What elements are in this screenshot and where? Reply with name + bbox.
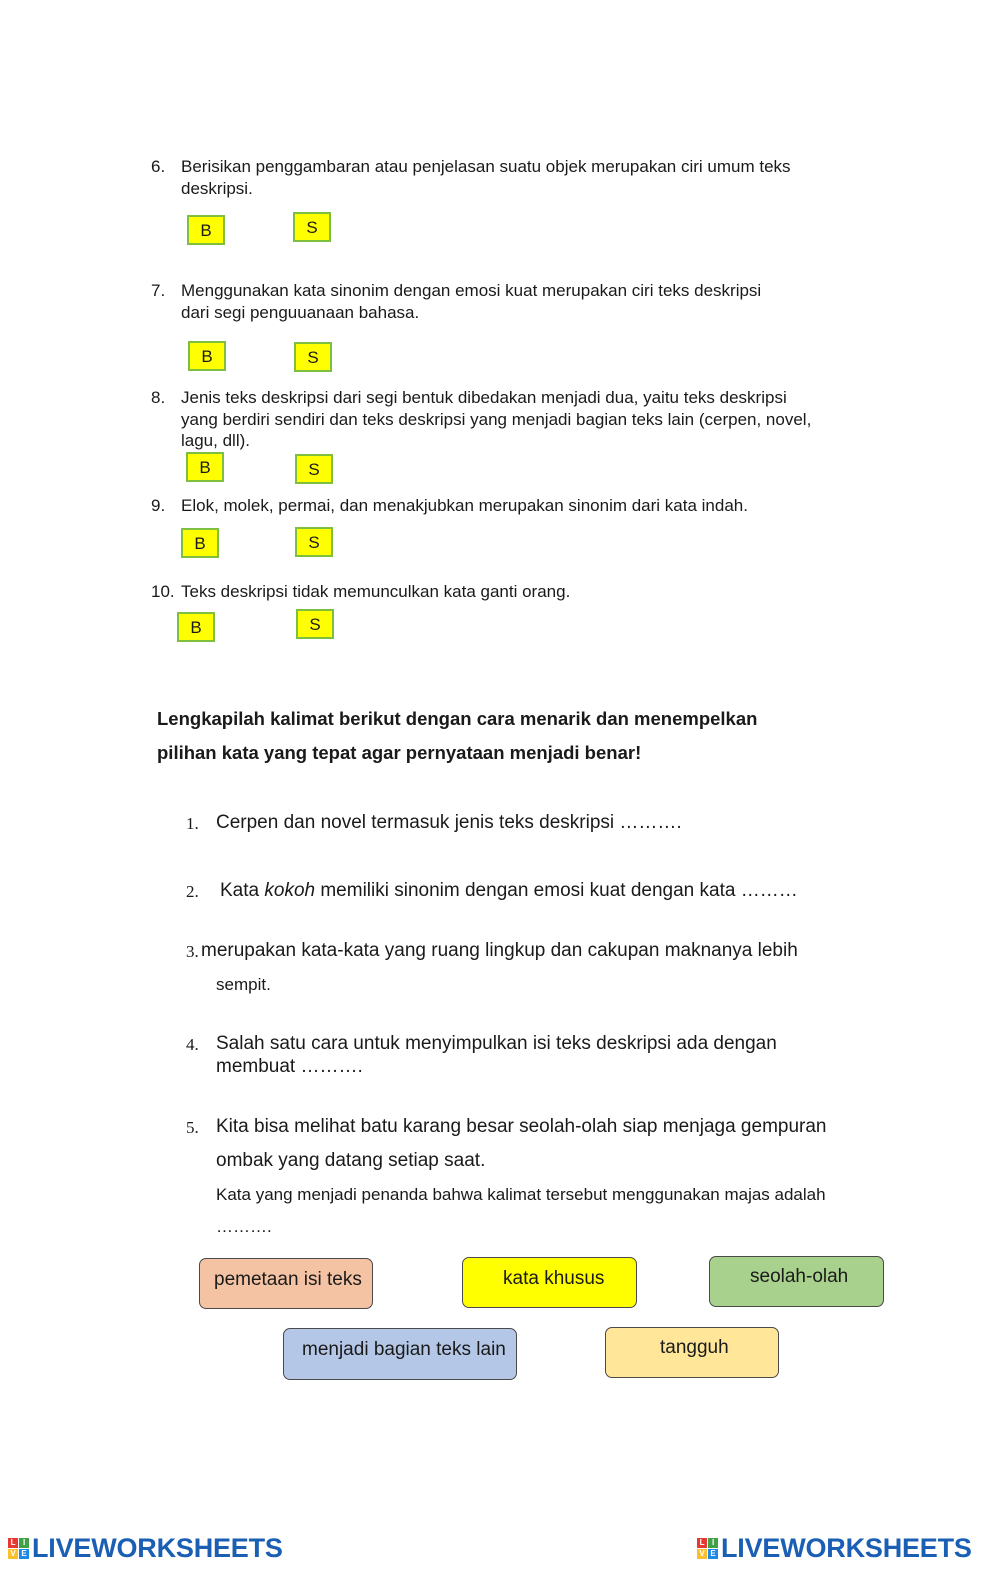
fill-item-3-number: 3. xyxy=(186,942,199,961)
question-9-line-1: Elok, molek, permai, dan menakjubkan merupakan sinonim dari kata indah. xyxy=(181,496,748,515)
logo-letter: V xyxy=(697,1549,707,1559)
question-6-number: 6. xyxy=(151,157,166,176)
fill-item-3-text: merupakan kata-kata yang ruang lingkup dan cakupan maknanya lebih xyxy=(201,940,798,961)
fill-item-4-number: 4. xyxy=(186,1035,199,1054)
liveworksheets-wordmark: LIVEWORKSHEETS xyxy=(721,1533,972,1563)
fill-item-4-text: Salah satu cara untuk menyimpulkan isi teks deskripsi ada dengan xyxy=(216,1033,777,1054)
question-9-text xyxy=(181,495,748,517)
fill-item-2-text xyxy=(220,879,798,902)
question-6-line-1: Berisikan penggambaran atau penjelasan suatu objek merupakan ciri umum teks xyxy=(181,157,791,176)
answer-chip-label: menjadi bagian teks lain xyxy=(302,1339,506,1360)
question-10-number: 10. xyxy=(151,582,175,601)
answer-chip-label: tangguh xyxy=(660,1337,729,1358)
liveworksheets-logo-right xyxy=(697,1533,972,1564)
answer-chip-label: kata khusus xyxy=(503,1268,605,1289)
liveworksheets-mark-icon xyxy=(8,1538,29,1559)
instruction-line-2: pilihan kata yang tepat agar pernyataan menjadi benar! xyxy=(157,742,642,763)
question-9-option-s[interactable]: S xyxy=(295,527,333,557)
question-10-line-1: Teks deskripsi tidak memunculkan kata ganti orang. xyxy=(181,582,571,601)
question-8-line-1: Jenis teks deskripsi dari segi bentuk dibedakan menjadi dua, yaitu teks deskripsi xyxy=(181,388,787,407)
question-8-text xyxy=(181,387,811,452)
liveworksheets-wordmark: LIVEWORKSHEETS xyxy=(32,1533,283,1563)
fill-item-3-text-2: sempit. xyxy=(216,975,271,994)
answer-chip-tangguh[interactable] xyxy=(605,1327,779,1378)
fill-item-4-text-2: membuat ………. xyxy=(216,1056,363,1077)
question-8-option-b[interactable]: B xyxy=(186,452,224,482)
fill-item-2-after: memiliki sinonim dengan emosi kuat dengan kata ……… xyxy=(315,880,798,901)
question-8-line-2: yang berdiri sendiri dan teks deskripsi yang menjadi bagian teks lain (cerpen, novel, xyxy=(181,409,812,429)
logo-letter: I xyxy=(708,1538,718,1548)
instruction-line-1: Lengkapilah kalimat berikut dengan cara menarik dan menempelkan xyxy=(157,708,758,729)
question-8-option-s[interactable]: S xyxy=(295,454,333,484)
logo-letter: L xyxy=(697,1538,707,1548)
question-8-number: 8. xyxy=(151,388,166,407)
answer-chip-pemetaan-isi-teks[interactable] xyxy=(199,1258,373,1309)
question-7-option-b[interactable]: B xyxy=(188,341,226,371)
question-6-option-b[interactable]: B xyxy=(187,215,225,245)
liveworksheets-mark-icon xyxy=(697,1538,718,1559)
fill-item-2-number: 2. xyxy=(186,882,199,901)
question-10-option-s[interactable]: S xyxy=(296,609,334,639)
answer-chip-label: seolah-olah xyxy=(750,1266,849,1287)
logo-letter: V xyxy=(8,1549,18,1559)
question-7-line-2: dari segi penguuanaan bahasa. xyxy=(181,302,420,322)
question-10-text xyxy=(181,581,570,603)
fill-item-2-before: Kata xyxy=(220,880,265,901)
fill-item-1-number: 1. xyxy=(186,814,199,833)
logo-letter: E xyxy=(19,1549,29,1559)
fill-item-5-text-4: ………. xyxy=(216,1217,272,1236)
logo-letter: I xyxy=(19,1538,29,1548)
logo-letter: L xyxy=(8,1538,18,1548)
answer-chip-label: pemetaan isi teks xyxy=(214,1269,362,1290)
question-6-text xyxy=(181,156,791,199)
liveworksheets-logo-left xyxy=(8,1533,283,1564)
question-9-option-b[interactable]: B xyxy=(181,528,219,558)
question-10-option-b[interactable]: B xyxy=(177,612,215,642)
fill-item-5-text-3: Kata yang menjadi penanda bahwa kalimat tersebut menggunakan majas adalah xyxy=(216,1185,826,1204)
question-7-line-1: Menggunakan kata sinonim dengan emosi kuat merupakan ciri teks deskripsi xyxy=(181,281,762,300)
answer-chip-kata-khusus[interactable] xyxy=(462,1257,637,1308)
fill-item-2-italic: kokoh xyxy=(264,880,316,901)
question-6-line-2: deskripsi. xyxy=(181,178,253,198)
question-8-line-3: lagu, dll). xyxy=(181,431,250,450)
logo-letter: E xyxy=(708,1549,718,1559)
fill-item-5-text-2: ombak yang datang setiap saat. xyxy=(216,1150,486,1171)
fill-item-1-text: Cerpen dan novel termasuk jenis teks deskripsi ………. xyxy=(216,812,682,833)
question-7-text xyxy=(181,280,761,323)
answer-chip-menjadi-bagian-teks-lain[interactable] xyxy=(283,1328,517,1380)
fill-item-5-number: 5. xyxy=(186,1118,199,1137)
question-7-option-s[interactable]: S xyxy=(294,342,332,372)
question-9-number: 9. xyxy=(151,496,166,515)
answer-chip-seolah-olah[interactable] xyxy=(709,1256,884,1307)
question-7-number: 7. xyxy=(151,281,166,300)
fill-item-5-text: Kita bisa melihat batu karang besar seolah-olah siap menjaga gempuran xyxy=(216,1116,827,1137)
question-6-option-s[interactable]: S xyxy=(293,212,331,242)
